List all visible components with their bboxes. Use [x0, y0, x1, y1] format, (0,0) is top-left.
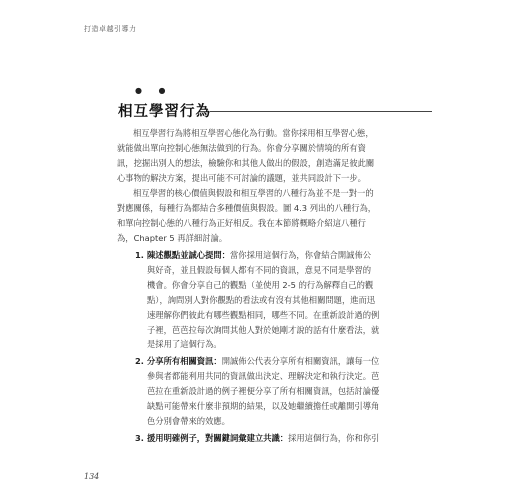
- list-item: [135, 431, 445, 446]
- paragraph-line: 為，Chapter 5 再詳細討論。: [117, 232, 228, 243]
- item-number: 1.: [135, 250, 144, 260]
- item-line: 點），詢問別人對你觀點的看法或有沒有其他相關問題，進而迅: [147, 294, 376, 305]
- section-dots-ornament: ● ●: [135, 86, 173, 95]
- item-lead: 援用明確例子，對關鍵詞彙建立共識：: [147, 432, 289, 443]
- item-line: 色分別會帶來的效應。: [147, 415, 230, 426]
- item-line: 參與者都能利用共同的資訊做出決定、理解決定和執行決定。芭: [147, 371, 380, 382]
- item-line: 是採用了這個行為。: [147, 339, 222, 350]
- behavior-list: [135, 248, 445, 448]
- paragraph-line: 和單向控制心態的八種行為正好相反。我在本節將概略介紹這八種行: [117, 217, 366, 228]
- item-line: 與好奇，並且假設每個人都有不同的資訊，意見不同是學習的: [147, 264, 372, 275]
- title-rule-divider: [210, 111, 432, 112]
- item-number: 3.: [135, 432, 144, 443]
- item-number: 2.: [135, 356, 144, 367]
- item-text: 當你採用這個行為，你會結合開誠佈公: [229, 250, 372, 260]
- section-title: 相互學習行為: [118, 103, 211, 120]
- list-item: [135, 248, 445, 352]
- list-item: [135, 354, 445, 429]
- paragraph-2: [117, 186, 447, 246]
- page-number: 134: [84, 472, 100, 481]
- item-lead: 陳述觀點並誠心提問：: [147, 250, 230, 260]
- item-lead: 分享所有相關資訊：: [147, 356, 222, 367]
- item-text: 採用這個行為，你和你引: [288, 432, 380, 443]
- item-line: 子裡，芭芭拉每次詢問其他人對於她剛才說的話有什麼看法，就: [147, 324, 380, 335]
- paragraph-line: 對應關係，每種行為都結合多種價值與假設。圖 4.3 列出的八種行為，: [117, 202, 377, 213]
- running-header: 打造卓越引導力: [84, 25, 137, 33]
- paragraph-line: 相互學習行為將相互學習心態化為行動。當你採用相互學習心態，: [133, 128, 374, 138]
- item-line: 芭拉在重新設計過的例子裡便分享了所有相關資訊，包括討論優: [147, 386, 380, 397]
- item-line: 機會。你會分享自己的觀點（並使用 2-5 的行為解釋自己的觀: [147, 279, 374, 290]
- paragraph-1: [117, 126, 447, 186]
- item-line: 缺點可能帶來什麼非預期的結果，以及她繼續擔任或離開引導角: [147, 401, 380, 412]
- paragraph-line: 相互學習的核心價值與假設和相互學習的八種行為並不是一對一的: [133, 188, 374, 198]
- item-text: 開誠佈公代表分享所有相關資訊，讓每一位: [221, 356, 380, 367]
- paragraph-line: 心事物的解決方案，提出可能不可討論的議題，並共同設計下一步。: [117, 172, 366, 183]
- item-line: 速理解你們彼此有哪些觀點相同，哪些不同。在重新設計過的例: [147, 309, 380, 320]
- paragraph-line: 訊，挖掘出別人的想法，檢驗你和其他人做出的假設，創造滿足彼此關: [117, 157, 375, 168]
- paragraph-line: 就能做出單向控制心態無法做到的行為。你會分享關於情境的所有資: [117, 142, 366, 153]
